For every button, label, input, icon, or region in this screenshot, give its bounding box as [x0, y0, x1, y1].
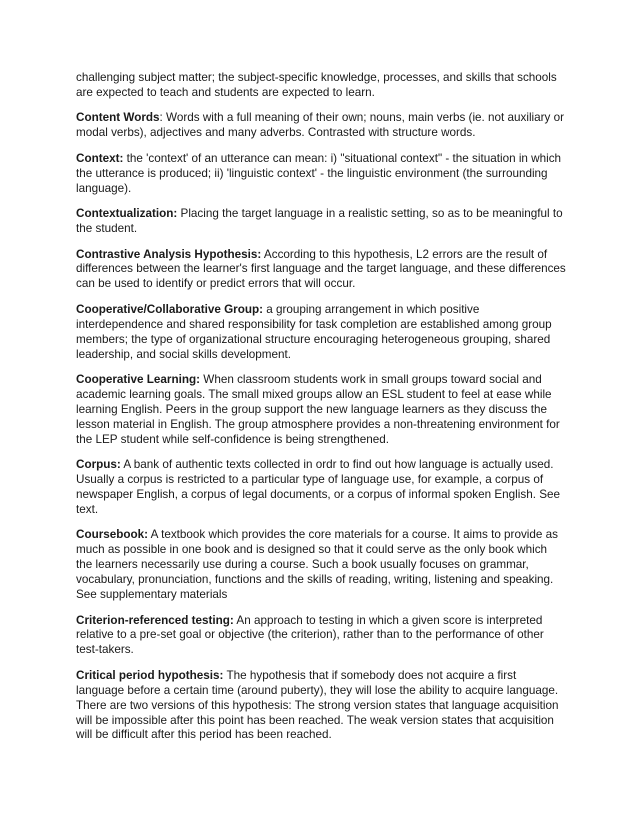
glossary-definition: a grouping arrangement in which positive interdependence and shared responsibility for task completion are established among group members; the type of organizational structure encouraging heterogeneous grouping, shared leadership, and social skills development.	[76, 302, 552, 361]
glossary-term: Critical period hypothesis:	[76, 668, 224, 682]
glossary-definition: When classroom students work in small groups toward social and academic learning goals. The small mixed groups allow an ESL student to feel at ease while learning English. Peers in the group support the new language learners as they discuss the lesson material in English. The group atmosphere provides a non-threatening environment for the LEP student while self-confidence is being strengthened.	[76, 373, 560, 446]
glossary-definition: the 'context' of an utterance can mean: i) "situational context" - the situation in which the utterance is produced; ii) 'linguistic context' - the linguistic environment (the surrounding language).	[76, 151, 562, 195]
document-page	[76, 71, 566, 754]
glossary-entry-criterion-referenced-testing	[76, 614, 566, 659]
glossary-entry-contextualization	[76, 207, 566, 237]
glossary-definition: A textbook which provides the core materials for a course. It aims to provide as much as possible in one book and is designed so that it could serve as the only book which the learners necessarily use during a course. Such a book usually focuses on grammar, vocabulary, pronunciation, functions and the skills of reading, writing, listening and speaking. See supplementary materials	[76, 528, 558, 602]
glossary-entry-content-words	[76, 111, 566, 141]
glossary-term: Corpus:	[76, 458, 121, 472]
glossary-definition: According to this hypothesis, L2 errors are the result of differences between the learner's first language and the target language, and these differences can be used to identify or predict errors that will occur.	[76, 247, 566, 291]
glossary-definition: A bank of authentic texts collected in ordr to find out how language is actually used. Usually a corpus is restricted to a particular type of language use, for example, a corpus of newspaper English, a corpus of legal documents, or a corpus of informal spoken English. See text.	[76, 458, 561, 516]
glossary-entry-coursebook	[76, 528, 566, 603]
glossary-entry-critical-period-hypothesis	[76, 669, 566, 744]
glossary-definition: : Words with a full meaning of their own; nouns, main verbs (ie. not auxiliary or modal verbs), adjectives and many adverbs. Contrasted with structure words.	[76, 111, 565, 140]
glossary-term: Context:	[76, 151, 124, 165]
glossary-entry-contrastive-analysis	[76, 248, 566, 293]
glossary-term: Criterion-referenced testing:	[76, 613, 234, 627]
glossary-term: Cooperative Learning:	[76, 373, 201, 387]
glossary-term: Contrastive Analysis Hypothesis:	[76, 247, 262, 261]
glossary-definition: The hypothesis that if somebody does not acquire a first language before a certain time (around puberty), they will lose the ability to acquire language. There are two versions of this hypothesis: The strong version states that language acquisition will be impossible after this point has been reached. The weak version states that acquisition will be difficult after this period has been reached.	[76, 668, 559, 742]
glossary-definition: Placing the target language in a realistic setting, so as to be meaningful to the student.	[76, 207, 563, 236]
intro-paragraph: challenging subject matter; the subject-specific knowledge, processes, and skills that schools are expected to teach and students are expected to learn.	[76, 71, 557, 99]
glossary-entry-context	[76, 152, 566, 197]
glossary-term: Content Words	[76, 111, 160, 125]
glossary-entry-cooperative-learning	[76, 373, 566, 448]
glossary-term: Coursebook:	[76, 528, 149, 542]
glossary-term: Cooperative/Collaborative Group:	[76, 302, 264, 316]
glossary-definition: An approach to testing in which a given score is interpreted relative to a pre-set goal or objective (the criterion), rather than to the performance of other test-takers.	[76, 613, 544, 657]
glossary-entry-cooperative-group	[76, 303, 566, 363]
glossary-term: Contextualization:	[76, 207, 178, 221]
glossary-entry-corpus	[76, 458, 566, 518]
